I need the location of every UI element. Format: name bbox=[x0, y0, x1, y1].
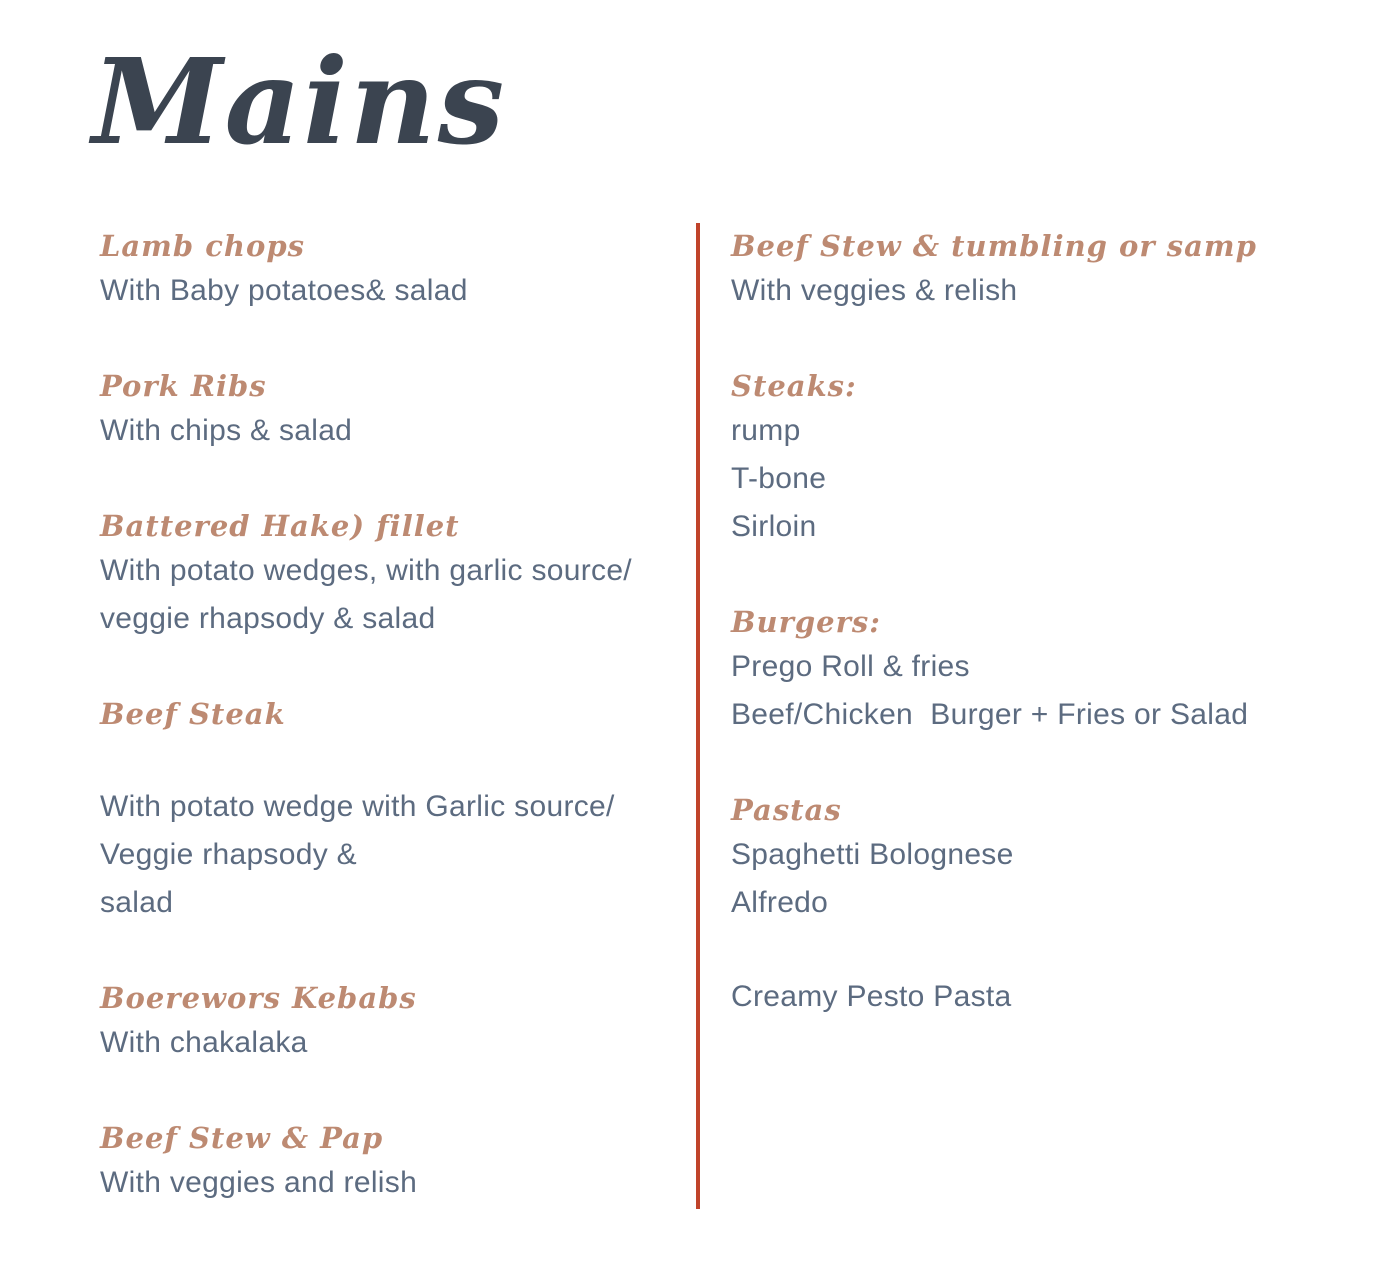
item-option-line: T-bone bbox=[731, 462, 827, 495]
column-divider bbox=[696, 223, 700, 1209]
item-heading: Boerewors Kebabs bbox=[100, 981, 417, 1015]
item-description-line: With chakalaka bbox=[100, 1026, 308, 1059]
spacer bbox=[100, 735, 675, 783]
item-heading: Beef Steak bbox=[100, 697, 286, 731]
item-option-line: Creamy Pesto Pasta bbox=[731, 980, 1012, 1013]
item-heading: Pastas bbox=[731, 793, 842, 827]
item-option-line: Beef/Chicken Burger + Fries or Salad bbox=[731, 698, 1249, 731]
item-heading: Burgers: bbox=[731, 605, 881, 639]
item-description-line: Veggie rhapsody & bbox=[100, 838, 357, 871]
mains-right-column bbox=[731, 225, 1351, 1071]
item-description-line: With potato wedge with Garlic source/ bbox=[100, 790, 615, 823]
menu-item-lamb-chops bbox=[100, 225, 675, 315]
item-description-line: veggie rhapsody & salad bbox=[100, 602, 436, 635]
menu-item-battered-hake bbox=[100, 505, 675, 643]
item-description-line: With chips & salad bbox=[100, 414, 353, 447]
item-description-line: With veggies & relish bbox=[731, 274, 1018, 307]
item-heading: Beef Stew & Pap bbox=[100, 1121, 384, 1155]
item-description-line: salad bbox=[100, 886, 174, 919]
item-option-line: Prego Roll & fries bbox=[731, 650, 970, 683]
item-description-line: With Baby potatoes& salad bbox=[100, 274, 468, 307]
item-heading: Battered Hake) fillet bbox=[100, 509, 460, 543]
item-description-line: With potato wedges, with garlic source/ bbox=[100, 554, 632, 587]
item-option-line: Alfredo bbox=[731, 886, 829, 919]
menu-item-pastas bbox=[731, 789, 1351, 1021]
item-option-line: Sirloin bbox=[731, 510, 817, 543]
menu-item-beef-stew-samp bbox=[731, 225, 1351, 315]
menu-item-beef-stew-pap bbox=[100, 1117, 675, 1207]
menu-item-steaks bbox=[731, 365, 1351, 551]
mains-left-column bbox=[100, 225, 675, 1257]
menu-item-pork-ribs bbox=[100, 365, 675, 455]
item-heading: Pork Ribs bbox=[100, 369, 267, 403]
item-option-line: rump bbox=[731, 414, 801, 447]
item-heading: Beef Stew & tumbling or samp bbox=[731, 229, 1257, 263]
menu-item-beef-steak bbox=[100, 693, 675, 927]
page-title: Mains bbox=[92, 32, 507, 171]
item-heading: Lamb chops bbox=[100, 229, 305, 263]
menu-item-burgers bbox=[731, 601, 1351, 739]
item-heading: Steaks: bbox=[731, 369, 857, 403]
menu-item-boerewors-kebabs bbox=[100, 977, 675, 1067]
item-description-line: With veggies and relish bbox=[100, 1166, 418, 1199]
item-option-line: Spaghetti Bolognese bbox=[731, 838, 1014, 871]
